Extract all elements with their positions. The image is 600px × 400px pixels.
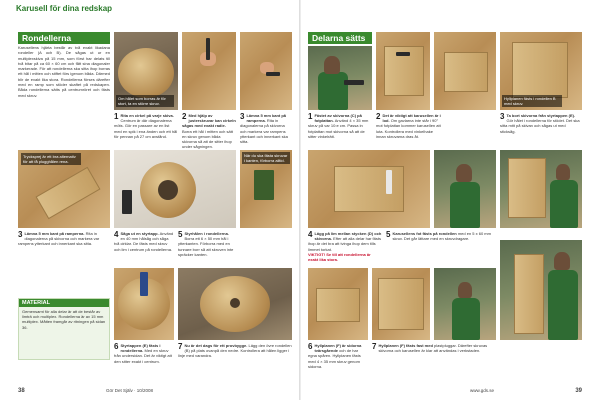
- photo-step-3: [240, 32, 292, 110]
- step-number: 5: [178, 230, 183, 239]
- step-number: 7: [372, 342, 377, 351]
- caption-right-7: 7 Hyllplanen (F) fästs fast med plastpluggar. Därefter skruvas skivorna och karusellen är klar att användas i verkstaden.: [372, 342, 488, 354]
- photo-right-1: [308, 46, 372, 110]
- photo-step-5: [240, 150, 292, 228]
- step-number: 1: [308, 112, 313, 121]
- photo-right-3: [434, 32, 496, 110]
- worker-head: [554, 252, 570, 270]
- wood-disc: [118, 48, 174, 98]
- worker-head: [456, 164, 472, 182]
- worker: [550, 180, 578, 228]
- photo-right-6: [434, 150, 496, 228]
- caption-right-4: 4 Lägg på lim mellan stycken (D) och skivorna. Efter att alla delar har fästs ihop är det bra att tvinga ihop dem tills limmet torkat. VIKTIGT! Se till att rondellerna är exakt lika stora.: [308, 230, 382, 263]
- screwdriver: [140, 272, 148, 296]
- clamp-tool: [266, 72, 280, 76]
- step-number: 7: [178, 342, 183, 351]
- carousel-rack: [514, 254, 544, 334]
- photo-step-6: [114, 268, 174, 340]
- photo-right-7: [500, 150, 582, 228]
- square-tool: [396, 52, 410, 56]
- glue-bottle: [386, 170, 392, 194]
- drill-tool: [254, 170, 274, 200]
- center-hole: [230, 298, 240, 308]
- step-number: 3: [18, 230, 23, 239]
- intro-text: Karusellens hjärta består av två exakt likadana rondeller (A och B). De sågas ut ur en multiplexskiva på 15 mm, som först har delats till två bitar på ca 60 × 60 cm och fått sina diagonaler markerade. För att rondellerna ska sitta ihop borras ett hål i mitten och stiftet förs igenom båda. Därmed blir de exakt lika stora. Rondellerna förses därefter med en ramp som stöder skaftet på redskapen. Båda rondellerna sätts på centrumröret och fästs med skruv.: [18, 45, 110, 98]
- worker: [450, 182, 480, 228]
- glue-bottle: [122, 190, 132, 214]
- caption-right-5: 5 Karusellens fot fästs på rondellen med en 5 x 60 mm skruv. Det går lättare med en skruvdragare.: [386, 230, 491, 242]
- photo-right-10: [434, 268, 496, 340]
- center-hole: [158, 180, 178, 200]
- material-box: [18, 298, 110, 360]
- section-title-delarna: Delarna sätts: [308, 32, 372, 44]
- worker-head: [458, 282, 472, 298]
- step-number: 5: [386, 230, 391, 239]
- caption-left-4: 4 Såga ut en styrtapp. Använd en 40 mm hålsåg och såga två cirklar. De fästs med skruv och lim i centrum på rondellerna.: [114, 230, 174, 252]
- step-number: 3: [240, 112, 245, 121]
- worker: [318, 72, 348, 110]
- plank: [36, 167, 101, 220]
- photo-step-2: [182, 32, 236, 110]
- page-kicker: Karusell för dina redskap: [16, 4, 113, 13]
- board: [444, 52, 488, 92]
- caption-left-5: 5 Styrhålen i rondellerna. Borra ett 6 × 50 mm hål i ytterkanten. Förborra med en tunnare borr så att skruven inte spräcker kanten.: [178, 230, 234, 257]
- caption-right-6: 6 Hyllplanen (F) är sidorna tvärsgående och de har egna spåren. Hyllplanen fästs med 4 × 35 mm skruv genom sidorna.: [308, 342, 362, 369]
- step-number: 2: [182, 112, 187, 121]
- step-number: 6: [308, 342, 313, 351]
- worker: [452, 298, 480, 340]
- photo-right-9: [372, 268, 430, 340]
- drill-tool: [206, 38, 210, 60]
- board: [512, 42, 568, 98]
- caption-right-3: 3 Ta bort skivorna från styrtappen (E). Gör hålet i rondellerna för stödet. Det ska sitta mitt på skivan och sågas ut med sticksåg.: [500, 112, 580, 134]
- footer-right: www.gds.se 39: [470, 388, 582, 394]
- worker: [548, 270, 578, 340]
- caption-right-1: 1 Fästet av skivorna (C) på fotplattan. Använd 4 × 35 mm skruv på var 10:e cm. Passa in fotplattan mot skivorna så att de sitter vinkelrätt.: [308, 112, 369, 139]
- caption-left-3b: 3 Lämna 5 mm kant på ramperna. Rita in diagonalerna på skivorna och markera var rampens ytterkant och innerkant ska sitta.: [18, 230, 100, 247]
- shelf: [316, 288, 360, 322]
- shelf: [378, 278, 424, 330]
- caption-left-1: 1 Rita en cirkel på varje skiva. Centrum är där diagonalerna möts. Gör en passare av en list med en spik i ena änden och ett hål för pennan på 27 cm avstånd.: [114, 112, 178, 139]
- photo-tip-4: Hyllplanen fästs i rondellen B med skruv.: [502, 95, 562, 107]
- photo-step-1: [114, 32, 178, 110]
- footer-left: 38 Gör Det Själv · 10/2008: [18, 388, 153, 394]
- photo-step-7: [178, 268, 292, 340]
- caption-left-3: 3 Lämna 5 mm kant på ramperna. Rita in diagonalerna på skivorna och markera var rampens ytterkant och innerkant ska sitta.: [240, 112, 288, 145]
- caption-left-6: 6 Styrtappen (E) fästs i rondellerna. Med en skruv från undersidan. Det är viktigt att den sitter exakt i centrum.: [114, 342, 172, 364]
- worker-head: [556, 164, 570, 180]
- photo-tip-3: När du ska fästa skruvar i kanten, förborra alltid.: [242, 152, 290, 164]
- section-title-rondellerna: Rondellerna: [18, 32, 110, 44]
- step-number: 3: [500, 112, 505, 121]
- photo-tip-1: Om hålet som borras är för stort, ta en större skruv.: [116, 95, 174, 107]
- board: [334, 166, 404, 212]
- drill-tool: [344, 80, 364, 85]
- step-number: 1: [114, 112, 119, 121]
- photo-right-11: [500, 240, 582, 340]
- step-number: 4: [308, 230, 313, 239]
- photo-step-3b: [18, 150, 110, 228]
- step-number: 6: [114, 342, 119, 351]
- shelf: [508, 158, 546, 218]
- photo-step-4: [114, 150, 236, 228]
- step-number: 4: [114, 230, 119, 239]
- photo-right-5: [308, 150, 430, 228]
- warning-text: VIKTIGT! Se till att rondellerna är exakt lika stora.: [308, 251, 371, 263]
- photo-tip-2: Trycksprej är ett bra alternativ för att få plugghålen rena.: [21, 153, 81, 165]
- material-title: MATERIAL: [19, 299, 109, 307]
- page-fold: [299, 0, 301, 400]
- material-text: Gemensamt för alla delar är att de består av limträ och multiplex. Rondellerna är av 15 mm multiplex. Måtten framgår av ritningen på sidan 36.: [22, 309, 106, 330]
- photo-right-8: [308, 268, 368, 340]
- photo-right-2: [376, 32, 430, 110]
- caption-right-2: 2 Det är viktigt att karusellen är i lod. Om gavlarna inte står i 90° mot fotplattan kommer karusellen att luta. Kontrollera med vinkelhake innan skruvarna dras åt.: [376, 112, 441, 139]
- photo-right-4: [500, 32, 582, 110]
- caption-left-7: 7 Nu är det dags för ett provbygge. Lägg den övre rondellen (B) på plats ovanpå den nedre. Kontrollera att hålen ligger i linje med varandra.: [178, 342, 292, 359]
- caption-left-2: 2 Med hjälp av justerskruvar kan cirkeln sågas med exakt radie. Borra ett hål i mitten och sätt en skruv genom båda skivorna så att de sitter ihop under sågningen.: [182, 112, 236, 150]
- step-number: 2: [376, 112, 381, 121]
- worker-head: [324, 56, 340, 74]
